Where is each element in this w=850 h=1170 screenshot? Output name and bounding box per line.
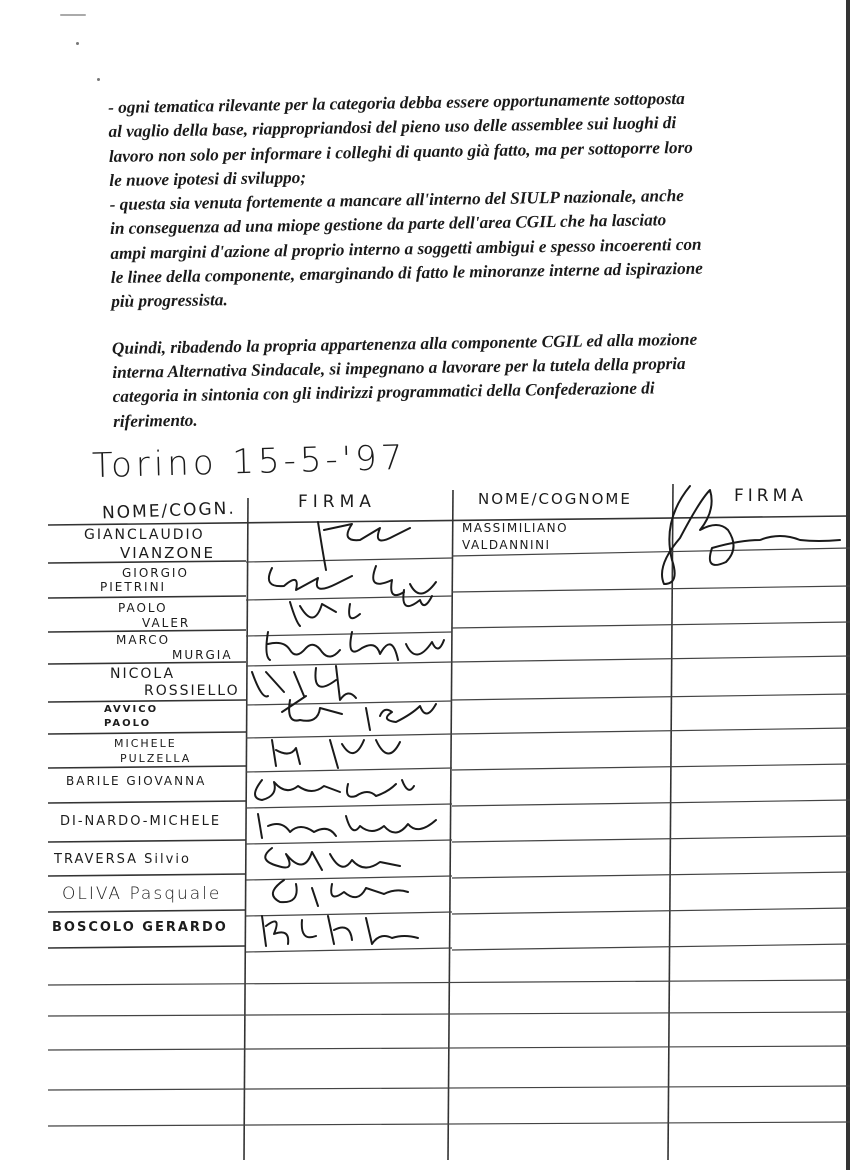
- text-line: riferimento.: [112, 410, 198, 431]
- text-line: al vaglio della base, riappropriandosi del pieno uso delle assemblee sui luoghi di: [108, 113, 677, 142]
- signer-name: AVVICO PAOLO: [104, 704, 159, 729]
- header-right-name: NOME/COGNOME: [478, 490, 632, 508]
- text-line: le linee della componente, emarginando di fatto le minoranze interne ad ispirazione: [110, 258, 703, 288]
- signer-name: GIANCLAUDIO VIANZONE: [84, 527, 215, 562]
- signer-name: BARILE GIOVANNA: [66, 774, 207, 788]
- text-line: le nuove ipotesi di sviluppo;: [109, 167, 307, 190]
- header-left-signature: FIRMA: [298, 492, 376, 512]
- signer-name: TRAVERSA Silvio: [54, 852, 191, 867]
- text-line: Quindi, ribadendo la propria appartenenza alla componente CGIL ed alla mozione: [111, 329, 698, 358]
- signature: [252, 666, 356, 700]
- signature: [269, 566, 436, 595]
- text-line: categoria in sintonia con gli indirizzi programmatici della Confederazione di: [112, 378, 655, 407]
- signature: [266, 632, 444, 660]
- signer-name: PAOLO VALER: [118, 601, 191, 630]
- signature: [258, 814, 436, 838]
- signer-name: MICHELE PULZELLA: [114, 737, 192, 765]
- signature: [265, 848, 400, 870]
- signer-name: MASSIMILIANO VALDANNINI: [462, 521, 569, 552]
- text-line: - questa sia venuta fortemente a mancare all'interno del SIULP nazionale, anche: [109, 186, 684, 215]
- date: Torino 15-5-'97: [91, 437, 407, 487]
- signature: [262, 916, 418, 946]
- text-line: in conseguenza ad una miope gestione da parte dell'area CGIL che ha lasciato: [109, 210, 667, 239]
- signer-name: MARCO MURGIA: [116, 633, 233, 662]
- signature: [273, 880, 408, 906]
- signer-name: OLIVA Pasquale: [62, 884, 222, 904]
- signer-name: DI-NARDO-MICHELE: [60, 814, 222, 829]
- signature: [318, 522, 410, 570]
- signature: [255, 780, 414, 800]
- signer-name: NICOLA ROSSIELLO: [110, 666, 240, 699]
- text-line: interna Alternativa Sindacale, si impegnano a lavorare per la tutela della propria: [112, 353, 686, 382]
- signature: [290, 590, 432, 626]
- header-right-signature: FIRMA: [734, 486, 807, 506]
- text-line: - ogni tematica rilevante per la categoria debba essere opportunamente sottoposta: [108, 88, 685, 117]
- signer-name: BOSCOLO GERARDO: [52, 920, 228, 935]
- text-line: ampi margini d'azione al proprio interno a soggetti ambigui e spesso incoerenti con: [110, 234, 702, 263]
- signer-name: GIORGIO PIETRINI: [100, 566, 189, 594]
- text-line: più progressista.: [111, 290, 228, 312]
- signature: [282, 696, 436, 730]
- header-left-name: NOME/COGN.: [101, 498, 237, 524]
- text-line: lavoro non solo per informare i colleghi di quanto già fatto, ma per sottoporre loro: [108, 137, 693, 166]
- signature: [272, 740, 400, 768]
